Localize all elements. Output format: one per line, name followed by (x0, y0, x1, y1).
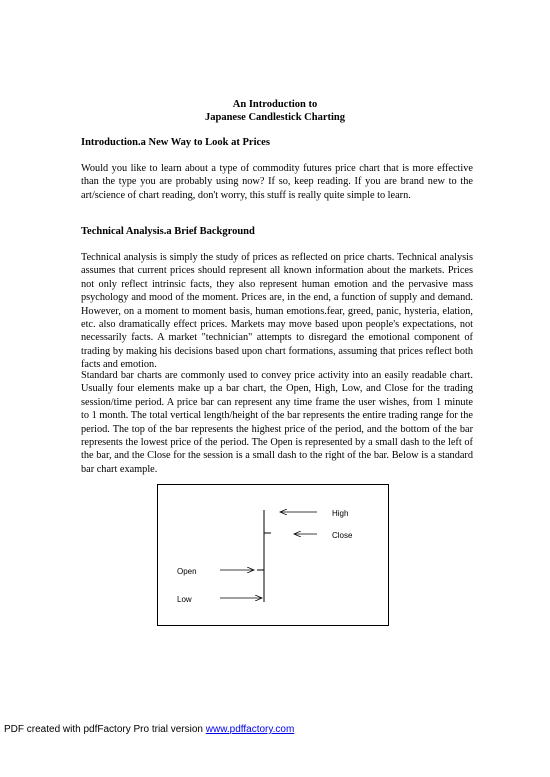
bar-chart-diagram (158, 485, 390, 627)
label-close: Close (332, 531, 353, 540)
paragraph-bar-charts: Standard bar charts are commonly used to convey price activity into an easily readable chart. Usually four elements make up a bar chart, the Open, High, Low, and Close for the trading session/time period. A price bar can represent any time frame the user wishes, from 1 minute to 1 month. The total vertical length/height of the bar represents the entire trading range for the period. The top of the bar represents the highest price of the period, and the bottom of the bar represents the lowest price of the period. The Open is represented by a small dash to the left of the bar, and the Close for the session is a small dash to the right of the bar. Below is a standard bar chart example. (81, 370, 473, 475)
label-low: Low (177, 595, 192, 604)
paragraph-technical-analysis: Technical analysis is simply the study of prices as reflected on price charts. Technical analysis assumes that current prices should represent all known information about the markets. Prices not only reflect intrinsic facts, they also represent human emotion and the pervasive mass psychology and mood of the moment. Prices are, in the end, a function of supply and demand. However, on a moment to moment basis, human emotions.fear, greed, panic, hysteria, elation, etc. also dramatically effect prices. Markets may move based upon people's expectations, not necessarily facts. A market "technician" attempts to disregard the emotional component of trading by making his decisions based upon chart formations, assuming that prices reflect both facts and emotion. (81, 252, 473, 371)
paragraph-introduction: Would you like to learn about a type of commodity futures price chart that is more effective than the type you are probably using now? If so, keep reading. If you are brand new to the art/science of chart reading, don't worry, this stuff is really quite simple to learn. (81, 163, 473, 201)
footer-text: PDF created with pdfFactory Pro trial version (4, 724, 206, 735)
section-heading-technical-analysis: Technical Analysis.a Brief Background (81, 226, 255, 237)
document-title-line-2: Japanese Candlestick Charting (204, 112, 345, 123)
pdffactory-link[interactable]: www.pdffactory.com (205, 724, 295, 735)
section-heading-introduction: Introduction.a New Way to Look at Prices (81, 137, 270, 148)
bar-chart-example-figure (157, 484, 389, 626)
document-title-line-1: An Introduction to (232, 99, 318, 110)
pdf-footer (4, 724, 294, 736)
label-open: Open (177, 567, 197, 576)
label-high: High (332, 509, 349, 518)
